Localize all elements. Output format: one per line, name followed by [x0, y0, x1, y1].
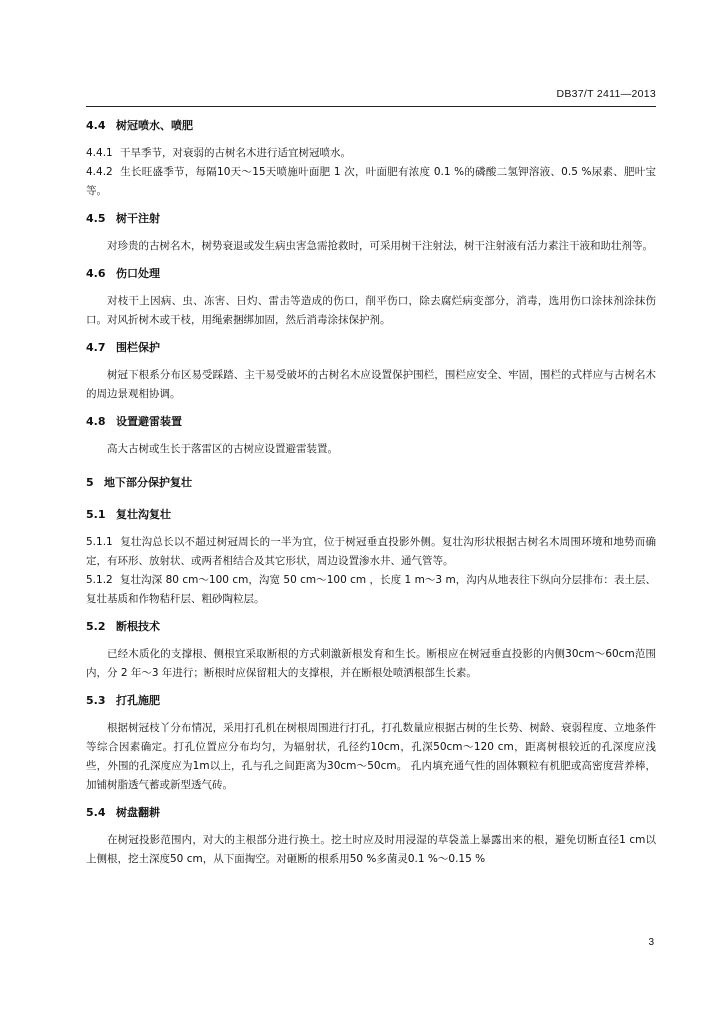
- section-heading-4-7: [86, 340, 656, 356]
- section-title: 伤口处理: [116, 267, 160, 280]
- chapter-heading-5: [86, 475, 656, 491]
- section-heading-4-5: [86, 211, 656, 227]
- section-text-4-7: 树冠下根系分布区易受踩踏、主干易受破坏的古树名木应设置保护围栏，围栏应安全、牢固，围栏的式样应与古树名木的周边景观相协调。: [86, 369, 656, 400]
- section-number: 4.6: [86, 267, 106, 280]
- page-number: 3: [648, 937, 654, 948]
- section-title: 树干注射: [116, 212, 160, 225]
- standard-code: DB37/T 2411—2013: [556, 88, 656, 100]
- section-number: 5.2: [86, 620, 106, 633]
- clause-number: 4.4.1: [86, 147, 113, 159]
- section-text-5-3: 根据树冠枝丫分布情况，采用打孔机在树根周围进行打孔，打孔数量应根据古树的生长势、树龄、衰弱程度、立地条件等综合因素确定。打孔位置应分布均匀，为辐射状，孔径约10cm，孔深50cm～120 cm，距离树根较近的孔深度应浅些，外围的孔深度应为1m以上，孔与孔之间距离为30cm～50cm。 孔内填充通气性的固体颗粒有机肥或高密度营养棒，加铺树脂透气蓄或新型透气砖。: [86, 722, 656, 791]
- clause-number: 5.1.1: [86, 536, 113, 548]
- section-text-5-2: 已经木质化的支撑根、侧根宜采取断根的方式刺激新根发育和生长。断根应在树冠垂直投影的内侧30cm～60cm范围内，分 2 年～3 年进行；断根时应保留粗大的支撑根，并在断根处喷洒根部生长素。: [86, 648, 656, 679]
- section-text-4-8: 高大古树或生长于落雷区的古树应设置避雷装置。: [107, 443, 338, 455]
- section-heading-4-8: [86, 414, 656, 430]
- page-content: [86, 118, 656, 869]
- section-title: 打孔施肥: [116, 694, 160, 707]
- section-title: 围栏保护: [116, 341, 160, 354]
- chapter-title: 地下部分保护复壮: [104, 476, 192, 489]
- section-title: 复壮沟复壮: [116, 508, 171, 521]
- section-text-4-6: 对枝干上因病、虫、冻害、日灼、雷击等造成的伤口，削平伤口，除去腐烂病变部分，消毒，选用伤口涂抹剂涂抹伤口。对风折树木或干枝，用绳索捆绑加固，然后消毒涂抹保护剂。: [86, 295, 656, 326]
- section-text-5-4: 在树冠投影范围内，对大的主根部分进行换土。挖土时应及时用浸湿的草袋盖上暴露出来的根，避免切断直径1 cm以上侧根，挖土深度50 cm，从下面掏空。对砸断的根系用50 %多菌灵0.1 %～0.15 %: [86, 834, 656, 865]
- clause-4-4-2: [86, 163, 656, 201]
- clause-text: 复壮沟总长以不超过树冠周长的一半为宜，位于树冠垂直投影外侧。复壮沟形状根据古树名木周围环境和地势而确定，有环形、放射状、或两者相结合及其它形状，周边设置渗水井、通气管等。: [86, 536, 656, 567]
- clause-number: 4.4.2: [86, 166, 113, 178]
- section-title: 断根技术: [116, 620, 160, 633]
- clause-4-4-1: [86, 144, 656, 163]
- clause-5-1-2: [86, 571, 656, 609]
- section-title: 设置避雷装置: [116, 415, 182, 428]
- section-number: 4.8: [86, 415, 106, 428]
- section-heading-5-4: [86, 805, 656, 821]
- clause-text: 生长旺盛季节，每隔10天～15天喷施叶面肥 1 次，叶面肥有浓度 0.1 %的磷酸二氢钾溶液、0.5 %尿素、肥叶宝等。: [86, 166, 656, 197]
- clause-text: 复壮沟深 80 cm～100 cm，沟宽 50 cm～100 cm ，长度 1 m～3 m，沟内从地表往下纵向分层排布：表土层、复壮基质和作物秸秆层、粗砂陶粒层。: [86, 574, 656, 605]
- section-number: 4.5: [86, 212, 106, 225]
- section-heading-5-3: [86, 693, 656, 709]
- clause-text: 干旱季节，对衰弱的古树名木进行适宜树冠喷水。: [120, 147, 351, 159]
- section-number: 5.3: [86, 694, 106, 707]
- chapter-number: 5: [86, 476, 94, 489]
- header-divider: [86, 106, 656, 107]
- section-number: 5.1: [86, 508, 106, 521]
- section-number: 4.4: [86, 119, 106, 132]
- section-title: 树冠喷水、喷肥: [116, 119, 193, 132]
- section-number: 5.4: [86, 806, 106, 819]
- clause-number: 5.1.2: [86, 574, 113, 586]
- section-heading-4-4: [86, 118, 656, 134]
- section-heading-5-1: [86, 507, 656, 523]
- section-number: 4.7: [86, 341, 106, 354]
- section-title: 树盘翻耕: [116, 806, 160, 819]
- section-text-4-5: 对珍贵的古树名木，树势衰退或发生病虫害急需抢救时，可采用树干注射法，树干注射液有活力素注干液和助壮剂等。: [107, 240, 653, 252]
- section-heading-4-6: [86, 266, 656, 282]
- section-heading-5-2: [86, 619, 656, 635]
- clause-5-1-1: [86, 533, 656, 571]
